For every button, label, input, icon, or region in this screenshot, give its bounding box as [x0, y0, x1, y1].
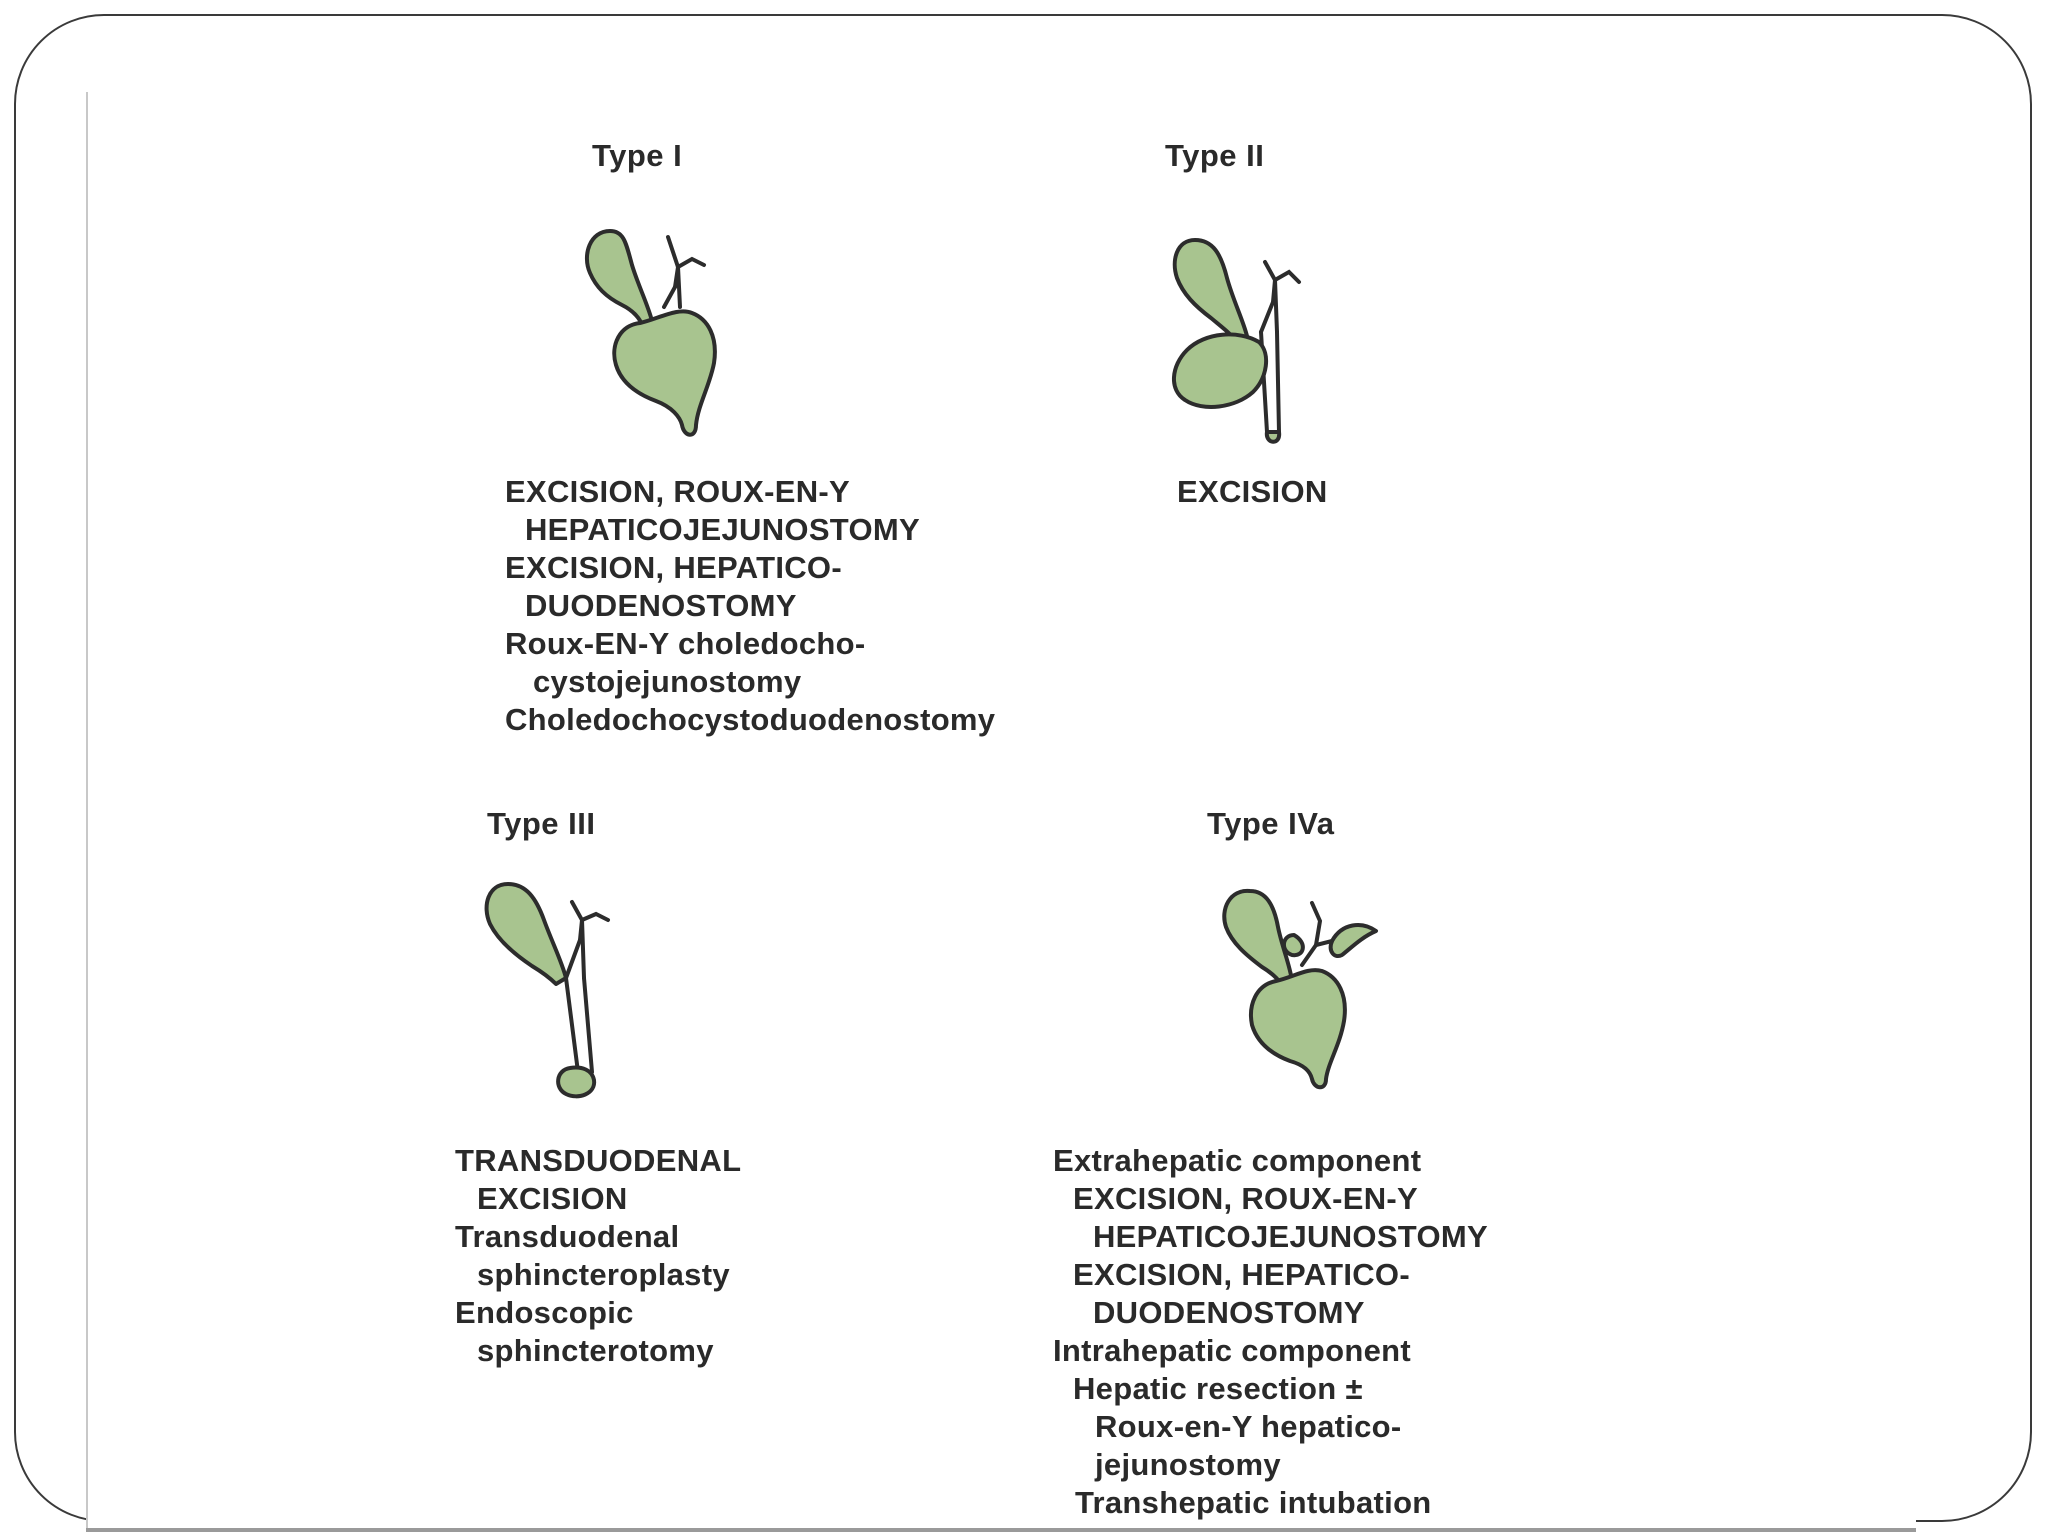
- type-iva-title: Type IVa: [1207, 806, 1335, 841]
- treatment-line: sphincterotomy: [477, 1333, 714, 1368]
- treatment-line: sphincteroplasty: [477, 1257, 730, 1292]
- panel-bottom-border: [86, 1528, 1916, 1532]
- choledochal-cyst-type-i-icon: [580, 225, 760, 445]
- choledochal-cyst-type-iii-icon: [480, 880, 650, 1100]
- panel-left-border: [86, 92, 88, 1532]
- choledochal-cyst-type-ii-icon: [1165, 232, 1335, 452]
- type-ii-treatment: EXCISION: [1177, 474, 1328, 509]
- treatment-line: Choledochocystoduodenostomy: [505, 702, 996, 737]
- treatment-line: Intrahepatic component: [1053, 1333, 1411, 1368]
- treatment-line: Endoscopic: [455, 1295, 634, 1330]
- treatment-line: Hepatic resection ±: [1073, 1371, 1363, 1406]
- treatment-line: jejunostomy: [1095, 1447, 1281, 1482]
- treatment-line: EXCISION: [477, 1181, 628, 1216]
- treatment-line: Roux-EN-Y choledocho-: [505, 626, 866, 661]
- treatment-line: EXCISION, HEPATICO-: [1073, 1257, 1410, 1292]
- treatment-line: HEPATICOJEJUNOSTOMY: [1093, 1219, 1488, 1254]
- treatment-line: Transduodenal: [455, 1219, 680, 1254]
- treatment-line: TRANSDUODENAL: [455, 1143, 742, 1178]
- treatment-line: EXCISION, ROUX-EN-Y: [505, 474, 851, 509]
- treatment-line: EXCISION, ROUX-EN-Y: [1073, 1181, 1419, 1216]
- treatment-line: EXCISION, HEPATICO-: [505, 550, 842, 585]
- treatment-line: DUODENOSTOMY: [1093, 1295, 1365, 1330]
- treatment-line: Extrahepatic component: [1053, 1143, 1422, 1178]
- treatment-line: Transhepatic intubation: [1075, 1485, 1432, 1520]
- treatment-line: HEPATICOJEJUNOSTOMY: [525, 512, 920, 547]
- type-ii-title: Type II: [1165, 138, 1265, 173]
- type-iii-title: Type III: [487, 806, 596, 841]
- choledochal-cyst-type-iva-icon: [1212, 885, 1412, 1095]
- figure-panel: [86, 92, 1916, 1532]
- treatment-line: DUODENOSTOMY: [525, 588, 797, 623]
- treatment-line: Roux-en-Y hepatico-: [1095, 1409, 1402, 1444]
- treatment-line: cystojejunostomy: [533, 664, 802, 699]
- type-i-title: Type I: [592, 138, 683, 173]
